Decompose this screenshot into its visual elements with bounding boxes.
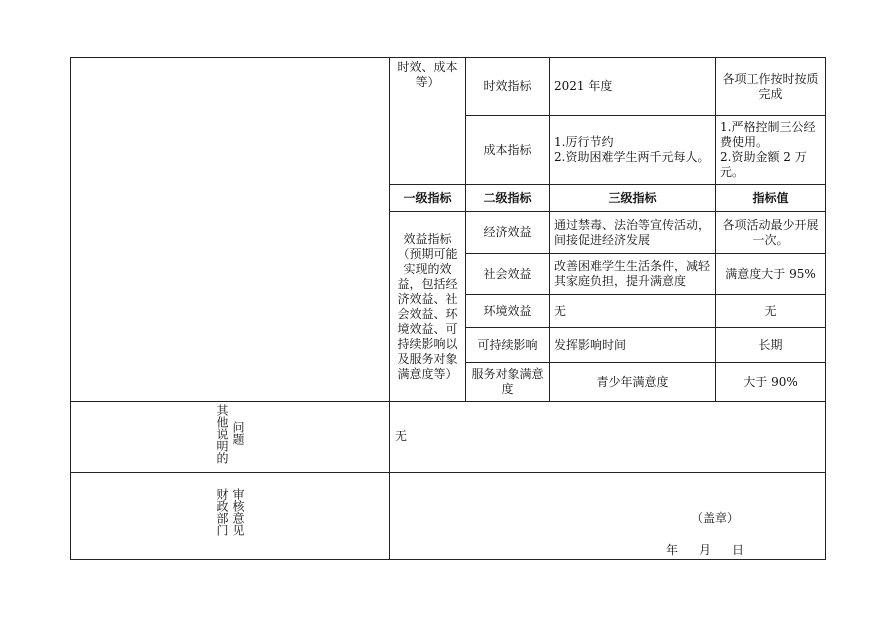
finance-label-col2 <box>230 488 245 536</box>
benefit-label-text: 效益指标（预期可能实现的效益，包括经济效益、社会效益、环境效益、可持续影响以及服务对象满意度等） <box>397 231 458 381</box>
category-text: 时效、成本等） <box>397 60 458 89</box>
cell-text: 服务对象满意度 <box>471 367 544 396</box>
row-cost-value <box>716 116 825 184</box>
cell-text: 无 <box>554 303 567 318</box>
label-text: 其他说明的 <box>215 404 229 464</box>
row-social-detail <box>550 254 715 294</box>
date-year <box>662 541 682 559</box>
cell-text: 青少年满意度 <box>596 374 669 389</box>
cell-text: 2021 年度 <box>554 79 613 93</box>
seal-placeholder <box>680 509 750 527</box>
header-text: 二级指标 <box>483 190 532 205</box>
cell-text: 满意度大于 95% <box>725 266 816 281</box>
row-satisfaction-detail <box>550 363 715 401</box>
row-economic-detail <box>550 212 715 253</box>
date-day <box>728 541 748 559</box>
header-text: 一级指标 <box>403 190 452 205</box>
rule <box>825 57 826 560</box>
benefit-indicator-label <box>390 212 465 401</box>
row-sustainability-value <box>716 328 825 362</box>
row-economic-name <box>466 212 549 253</box>
label-text: 财政部门 <box>215 488 229 536</box>
header-level3 <box>550 185 715 211</box>
rule <box>70 559 826 560</box>
cell-text: 1.厉行节约 2.资助困难学生两千元每人。 <box>554 135 710 164</box>
row-economic-value <box>716 212 825 253</box>
finance-label-col1 <box>214 488 229 536</box>
date-text: 年 <box>666 542 679 557</box>
row-sustainability-name <box>466 328 549 362</box>
other-notes-label-col1 <box>214 404 229 464</box>
row-environment-detail <box>550 295 715 327</box>
cell-text: 可持续影响 <box>477 337 538 352</box>
row-social-value <box>716 254 825 294</box>
indicator-category-label <box>390 58 465 88</box>
cell-text: 通过禁毒、法治等宣传活动，间接促进经济发展 <box>554 217 711 247</box>
cell-text: 时效指标 <box>483 79 532 93</box>
date-month <box>695 541 715 559</box>
cell-text: 改善困难学生生活条件，减轻其家庭负担，提升满意度 <box>554 259 711 288</box>
cell-text: 大于 90% <box>743 374 798 389</box>
row-timeliness-value <box>716 58 825 115</box>
row-timeliness-detail <box>550 58 715 115</box>
header-level1 <box>390 185 465 211</box>
label-text: 问题 <box>231 421 245 445</box>
row-timeliness-name <box>466 58 549 115</box>
cell-text: 1.严格控制三公经费使用。 2.资助金额 2 万元。 <box>720 120 816 179</box>
content-text: 无 <box>395 428 408 443</box>
row-satisfaction-value <box>716 363 825 401</box>
cell-text: 成本指标 <box>483 142 532 157</box>
date-text: 月 <box>699 542 712 557</box>
row-environment-name <box>466 295 549 327</box>
cell-text: 无 <box>764 303 777 318</box>
row-social-name <box>466 254 549 294</box>
rule <box>70 472 826 473</box>
cell-text: 各项工作按时按质完成 <box>722 71 819 101</box>
other-notes-content <box>390 424 490 448</box>
row-satisfaction-name <box>466 363 549 401</box>
cell-text: 经济效益 <box>483 225 532 239</box>
row-cost-name <box>466 116 549 184</box>
other-notes-label-col2 <box>230 421 245 445</box>
cell-text: 发挥影响时间 <box>554 337 627 352</box>
header-value <box>716 185 825 211</box>
row-cost-detail <box>550 116 715 184</box>
header-text: 指标值 <box>752 190 789 205</box>
header-text: 三级指标 <box>608 190 657 205</box>
cell-text: 社会效益 <box>483 266 532 281</box>
cell-text: 长期 <box>758 337 783 352</box>
seal-text: （盖章） <box>690 510 739 525</box>
label-text: 审核意见 <box>231 488 245 536</box>
rule <box>70 57 71 560</box>
row-environment-value <box>716 295 825 327</box>
row-sustainability-detail <box>550 328 715 362</box>
header-level2 <box>466 185 549 211</box>
date-text: 日 <box>732 542 745 557</box>
cell-text: 各项活动最少开展一次。 <box>722 217 819 247</box>
rule <box>70 401 826 402</box>
cell-text: 环境效益 <box>483 303 532 318</box>
